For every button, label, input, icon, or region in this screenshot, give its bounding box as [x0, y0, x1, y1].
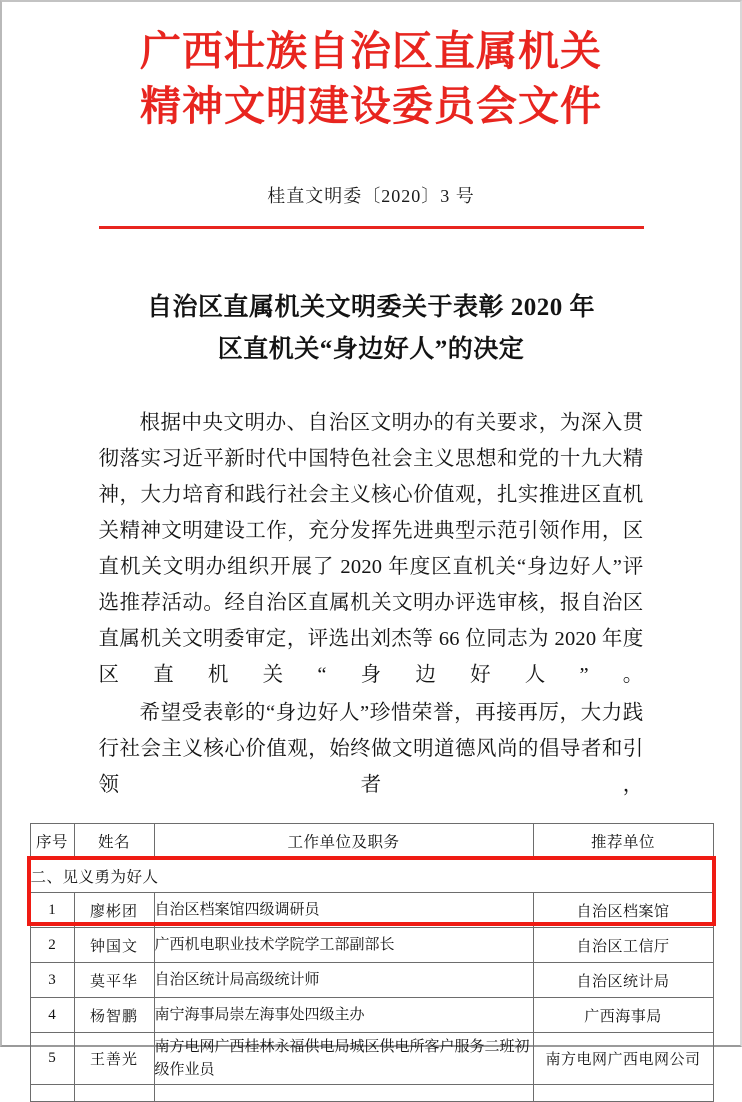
row-no: 4 [30, 998, 74, 1033]
row-unit: 南方电网广西桂林永福供电局城区供电所客户服务二班初级作业员 [154, 1033, 533, 1085]
row-recommender [533, 1085, 713, 1102]
row-no: 1 [30, 893, 74, 928]
page-title [2, 287, 740, 371]
row-name: 钟国文 [74, 928, 154, 963]
table-row [30, 928, 713, 963]
row-unit [154, 1085, 533, 1102]
row-name: 杨智鹏 [74, 998, 154, 1033]
row-unit: 自治区档案馆四级调研员 [154, 893, 533, 928]
column-header-no: 序号 [30, 824, 74, 859]
red-separator-rule [99, 226, 644, 229]
table-section-row [30, 859, 713, 893]
masthead-line-2: 精神文明建设委员会文件 [140, 83, 602, 129]
page-title-line-2: 区直机关“身边好人”的决定 [217, 336, 525, 363]
table-row-partial [30, 1085, 713, 1102]
body-paragraph-2: 希望受表彰的“身边好人”珍惜荣誉，再接再厉，大力践行社会主义核心价值观，始终做文明道德风尚的倡导者和引领者， [98, 702, 644, 796]
column-header-unit: 工作单位及职务 [154, 824, 533, 859]
row-name [74, 1085, 154, 1102]
row-recommender: 南方电网广西电网公司 [533, 1033, 713, 1085]
table-row [30, 893, 713, 928]
table-row [30, 963, 713, 998]
row-recommender: 自治区工信厅 [533, 928, 713, 963]
row-no: 2 [30, 928, 74, 963]
table-row [30, 998, 713, 1033]
row-no: 5 [30, 1033, 74, 1085]
row-recommender: 自治区统计局 [533, 963, 713, 998]
row-recommender: 自治区档案馆 [533, 893, 713, 928]
masthead [2, 2, 740, 134]
row-unit: 南宁海事局崇左海事处四级主办 [154, 998, 533, 1033]
masthead-line-1: 广西壮族自治区直属机关 [140, 28, 602, 74]
row-no [30, 1085, 74, 1102]
body-paragraph-1: 根据中央文明办、自治区文明办的有关要求，为深入贯彻落实习近平新时代中国特色社会主义思想和党的十九大精神，大力培育和践行社会主义核心价值观，扎实推进区直机关精神文明建设工作，充分发挥先进典型示范引领作用，区直机关文明办组织开展了 2020 年度区直机关“身边好人”评选推荐活动。经自治区直属机关文明办评选审核，报自治区直属机关文明委审定，评选出刘杰等 66 位同志为 2020 年度区直机关“身边好人”。 [98, 412, 644, 686]
row-unit: 自治区统计局高级统计师 [154, 963, 533, 998]
row-unit: 广西机电职业技术学院学工部副部长 [154, 928, 533, 963]
table-row [30, 1033, 713, 1085]
awards-table-head [30, 824, 713, 859]
awards-table [30, 823, 714, 1102]
body-text [99, 405, 644, 803]
row-name: 莫平华 [74, 963, 154, 998]
row-name: 王善光 [74, 1033, 154, 1085]
page-title-line-1: 自治区直属机关文明委关于表彰 2020 年 [146, 294, 595, 321]
section-label: 二、见义勇为好人 [30, 859, 713, 893]
awards-table-wrapper [30, 823, 713, 1102]
row-no: 3 [30, 963, 74, 998]
table-header-row [30, 824, 713, 859]
column-header-name: 姓名 [74, 824, 154, 859]
document-number: 桂直文明委〔2020〕3 号 [267, 186, 475, 206]
awards-table-body [30, 859, 713, 1102]
row-name: 廖彬团 [74, 893, 154, 928]
column-header-recommender: 推荐单位 [533, 824, 713, 859]
row-recommender: 广西海事局 [533, 998, 713, 1033]
